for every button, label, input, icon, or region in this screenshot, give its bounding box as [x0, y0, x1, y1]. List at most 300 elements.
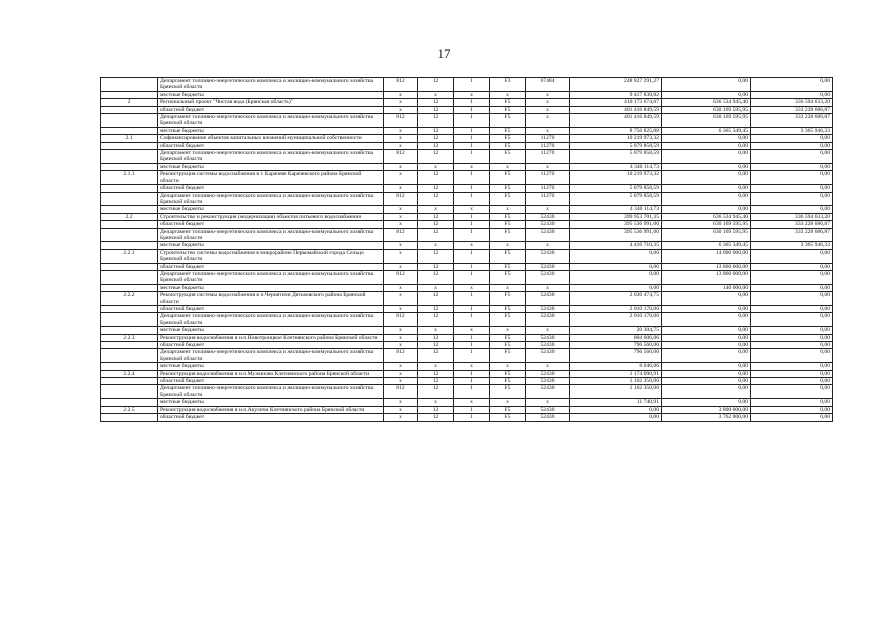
subsection-code-cell: 1 [454, 342, 490, 349]
row-number-cell: 2.2.4 [101, 370, 158, 377]
grbs-code-cell: x [384, 306, 418, 313]
table-row [101, 249, 833, 263]
section-code-cell: x [418, 163, 454, 170]
subsection-code-cell: 1 [454, 127, 490, 134]
subsection-code-cell: 1 [454, 370, 490, 377]
grbs-code-cell: x [384, 327, 418, 334]
section-code-cell: 12 [418, 142, 454, 149]
grbs-code-cell: x [384, 292, 418, 306]
amount-year2-cell: 140 000,00 [662, 284, 751, 291]
amount-year3-cell: 0,00 [751, 91, 833, 98]
row-number-cell [101, 306, 158, 313]
item-name-cell: Департамент топливно-энергетического комплекса и жилищно-коммунального хозяйства Брянской области [158, 270, 384, 284]
expense-code-cell: 52430 [526, 292, 570, 306]
project-code-cell: F3 [490, 78, 526, 92]
row-number-cell [101, 284, 158, 291]
amount-year1-cell: 20 304,75 [570, 327, 662, 334]
grbs-code-cell: x [384, 213, 418, 220]
section-code-cell: 12 [418, 78, 454, 92]
expense-code-cell: 52430 [526, 385, 570, 399]
item-name-cell: Софинансирование объектов капитальных вложений муниципальной собственности [158, 135, 384, 142]
amount-year1-cell: 8 046,06 [570, 363, 662, 370]
table-row [101, 91, 833, 98]
amount-year3-cell: 0,00 [751, 334, 833, 341]
amount-year3-cell: 0,00 [751, 342, 833, 349]
expense-code-cell: 52430 [526, 378, 570, 385]
expense-code-cell: 52430 [526, 263, 570, 270]
grbs-code-cell: x [384, 206, 418, 213]
amount-year3-cell: 0,00 [751, 263, 833, 270]
subsection-code-cell: 1 [454, 334, 490, 341]
row-number-cell [101, 142, 158, 149]
amount-year1-cell: 4 416 710,35 [570, 242, 662, 249]
amount-year3-cell: 3 365 946,33 [751, 242, 833, 249]
subsection-code-cell: 1 [454, 313, 490, 327]
section-code-cell: x [418, 284, 454, 291]
grbs-code-cell: x [384, 414, 418, 421]
grbs-code-cell: 812 [384, 114, 418, 128]
amount-year2-cell: 0,00 [662, 78, 751, 92]
amount-year1-cell: 4 340 114,73 [570, 163, 662, 170]
expense-code-cell: 11270 [526, 150, 570, 164]
item-name-cell: местные бюджеты [158, 327, 384, 334]
section-code-cell: 12 [418, 370, 454, 377]
amount-year3-cell: 0,00 [751, 292, 833, 306]
grbs-code-cell: x [384, 249, 418, 263]
table-row [101, 163, 833, 170]
project-code-cell: F5 [490, 334, 526, 341]
section-code-cell: 12 [418, 127, 454, 134]
section-code-cell: x [418, 363, 454, 370]
table-row [101, 349, 833, 363]
amount-year1-cell: 5 879 858,59 [570, 185, 662, 192]
amount-year1-cell: 4 340 114,73 [570, 206, 662, 213]
grbs-code-cell: 812 [384, 349, 418, 363]
subsection-code-cell: 1 [454, 171, 490, 185]
amount-year3-cell: 0,00 [751, 414, 833, 421]
subsection-code-cell: 1 [454, 78, 490, 92]
grbs-code-cell: x [384, 370, 418, 377]
section-code-cell: 12 [418, 221, 454, 228]
table-row [101, 206, 833, 213]
section-code-cell: 12 [418, 213, 454, 220]
section-code-cell: 12 [418, 292, 454, 306]
expense-code-cell: x [526, 106, 570, 113]
item-name-cell: областной бюджет [158, 106, 384, 113]
amount-year1-cell: 8 756 825,08 [570, 127, 662, 134]
amount-year1-cell: 0,00 [570, 406, 662, 413]
amount-year3-cell: 0,00 [751, 306, 833, 313]
table-body [101, 78, 833, 422]
item-name-cell: Департамент топливно-энергетического комплекса и жилищно-коммунального хозяйства Брянской области [158, 192, 384, 206]
amount-year3-cell: 336 594 633,20 [751, 99, 833, 106]
amount-year1-cell: 395 536 991,00 [570, 221, 662, 228]
project-code-cell: x [490, 91, 526, 98]
project-code-cell: F5 [490, 342, 526, 349]
row-number-cell [101, 106, 158, 113]
section-code-cell: 12 [418, 150, 454, 164]
amount-year2-cell: 0,00 [662, 292, 751, 306]
project-code-cell: x [490, 399, 526, 406]
subsection-code-cell: 1 [454, 135, 490, 142]
grbs-code-cell: x [384, 171, 418, 185]
amount-year3-cell: 0,00 [751, 363, 833, 370]
expense-code-cell: 67484 [526, 78, 570, 92]
amount-year1-cell: 10 219 973,32 [570, 171, 662, 185]
amount-year3-cell: 0,00 [751, 270, 833, 284]
item-name-cell: Департамент топливно-энергетического комплекса и жилищно-коммунального хозяйства Брянской области [158, 349, 384, 363]
amount-year2-cell: 0,00 [662, 399, 751, 406]
row-number-cell [101, 342, 158, 349]
row-number-cell [101, 221, 158, 228]
expense-code-cell: x [526, 114, 570, 128]
subsection-code-cell: x [454, 206, 490, 213]
table-row [101, 306, 833, 313]
table-row [101, 292, 833, 306]
row-number-cell [101, 414, 158, 421]
amount-year3-cell: 0,00 [751, 370, 833, 377]
amount-year1-cell: 796 560,00 [570, 342, 662, 349]
row-number-cell: 2.2 [101, 213, 158, 220]
item-name-cell: Реконструкция системы водоснабжения в п.Чернятичи Дятьковского района Брянской области [158, 292, 384, 306]
project-code-cell: F5 [490, 221, 526, 228]
item-name-cell: Департамент топливно-энергетического комплекса и жилищно-коммунального хозяйства Брянской области [158, 78, 384, 92]
amount-year3-cell: 0,00 [751, 78, 833, 92]
amount-year3-cell: 0,00 [751, 313, 833, 327]
subsection-code-cell: 1 [454, 349, 490, 363]
item-name-cell: областной бюджет [158, 378, 384, 385]
amount-year2-cell: 0,00 [662, 91, 751, 98]
amount-year1-cell: 1 162 350,00 [570, 378, 662, 385]
item-name-cell: областной бюджет [158, 342, 384, 349]
section-code-cell: x [418, 242, 454, 249]
subsection-code-cell: 1 [454, 378, 490, 385]
amount-year2-cell: 0,00 [662, 135, 751, 142]
project-code-cell: x [490, 163, 526, 170]
subsection-code-cell: x [454, 284, 490, 291]
row-number-cell [101, 163, 158, 170]
amount-year3-cell: 0,00 [751, 349, 833, 363]
row-number-cell [101, 127, 158, 134]
item-name-cell: Департамент топливно-энергетического комплекса и жилищно-коммунального хозяйства Брянской области [158, 313, 384, 327]
table-row [101, 228, 833, 242]
expense-code-cell: x [526, 399, 570, 406]
item-name-cell: областной бюджет [158, 306, 384, 313]
item-name-cell: Департамент топливно-энергетического комплекса и жилищно-коммунального хозяйства Брянской области [158, 150, 384, 164]
expense-code-cell: x [526, 91, 570, 98]
expense-code-cell: x [526, 163, 570, 170]
project-code-cell: F5 [490, 385, 526, 399]
row-number-cell [101, 378, 158, 385]
grbs-code-cell: x [384, 399, 418, 406]
row-number-cell [101, 313, 158, 327]
expense-code-cell: 52430 [526, 270, 570, 284]
table-row [101, 363, 833, 370]
subsection-code-cell: 1 [454, 270, 490, 284]
project-code-cell: F5 [490, 263, 526, 270]
grbs-code-cell: 812 [384, 313, 418, 327]
amount-year3-cell: 0,00 [751, 399, 833, 406]
row-number-cell [101, 349, 158, 363]
amount-year2-cell: 0,00 [662, 306, 751, 313]
row-number-cell: 2.2.1 [101, 249, 158, 263]
row-number-cell [101, 150, 158, 164]
amount-year2-cell: 0,00 [662, 206, 751, 213]
amount-year1-cell: 401 416 849,59 [570, 114, 662, 128]
project-code-cell: F5 [490, 228, 526, 242]
table-row [101, 185, 833, 192]
table-row [101, 370, 833, 377]
amount-year2-cell: 6 365 349,45 [662, 127, 751, 134]
item-name-cell: областной бюджет [158, 185, 384, 192]
expense-code-cell: 52430 [526, 406, 570, 413]
expense-code-cell: x [526, 363, 570, 370]
amount-year1-cell: 248 827 291,27 [570, 78, 662, 92]
project-code-cell: x [490, 284, 526, 291]
section-code-cell: 12 [418, 263, 454, 270]
amount-year2-cell: 0,00 [662, 142, 751, 149]
row-number-cell: 2.2.5 [101, 406, 158, 413]
amount-year1-cell: 0,00 [570, 284, 662, 291]
amount-year2-cell: 0,00 [662, 363, 751, 370]
amount-year3-cell: 0,00 [751, 185, 833, 192]
amount-year2-cell: 13 860 000,00 [662, 263, 751, 270]
table-row [101, 270, 833, 284]
expense-code-cell: 52430 [526, 213, 570, 220]
amount-year1-cell: 0,00 [570, 263, 662, 270]
row-number-cell [101, 242, 158, 249]
amount-year1-cell: 796 560,00 [570, 349, 662, 363]
item-name-cell: Департамент топливно-энергетического комплекса и жилищно-коммунального хозяйства Брянской области [158, 228, 384, 242]
item-name-cell: Строительство системы водоснабжения в микрорайоне Первомайский города Сельцо Брянской области [158, 249, 384, 263]
amount-year1-cell: 9 417 830,82 [570, 91, 662, 98]
project-code-cell: x [490, 206, 526, 213]
table-row [101, 242, 833, 249]
item-name-cell: Реконструкция системы водоснабжения в г. Карачеве Карачевского района Брянской области [158, 171, 384, 185]
amount-year2-cell: 630 169 595,95 [662, 228, 751, 242]
item-name-cell: местные бюджеты [158, 163, 384, 170]
amount-year2-cell: 630 169 595,95 [662, 106, 751, 113]
amount-year1-cell: 5 879 858,59 [570, 150, 662, 164]
row-number-cell [101, 270, 158, 284]
grbs-code-cell: 812 [384, 385, 418, 399]
project-code-cell: F5 [490, 114, 526, 128]
section-code-cell: 12 [418, 135, 454, 142]
section-code-cell: 12 [418, 270, 454, 284]
expense-code-cell: 52430 [526, 249, 570, 263]
item-name-cell: Региональный проект "Чистая вода (Брянская область)" [158, 99, 384, 106]
amount-year2-cell: 0,00 [662, 385, 751, 399]
expense-code-cell: 11270 [526, 171, 570, 185]
row-number-cell [101, 327, 158, 334]
project-code-cell: F5 [490, 213, 526, 220]
section-code-cell: 12 [418, 228, 454, 242]
subsection-code-cell: 1 [454, 106, 490, 113]
project-code-cell: F5 [490, 378, 526, 385]
item-name-cell: Реконструкция водоснабжения в н.п.Мужиново Клетнянского района Брянской области [158, 370, 384, 377]
subsection-code-cell: 1 [454, 221, 490, 228]
row-number-cell [101, 399, 158, 406]
amount-year2-cell: 3 800 000,00 [662, 406, 751, 413]
amount-year3-cell: 0,00 [751, 406, 833, 413]
section-code-cell: 12 [418, 342, 454, 349]
subsection-code-cell: 1 [454, 385, 490, 399]
amount-year1-cell: 11 740,91 [570, 399, 662, 406]
item-name-cell: местные бюджеты [158, 242, 384, 249]
row-number-cell [101, 192, 158, 206]
expense-code-cell: 52430 [526, 221, 570, 228]
grbs-code-cell: 812 [384, 150, 418, 164]
amount-year2-cell: 0,00 [662, 163, 751, 170]
subsection-code-cell: x [454, 242, 490, 249]
amount-year3-cell: 333 228 686,87 [751, 114, 833, 128]
amount-year1-cell: 2 030 474,75 [570, 292, 662, 306]
section-code-cell: 12 [418, 114, 454, 128]
table-row [101, 313, 833, 327]
subsection-code-cell: 1 [454, 192, 490, 206]
table-row [101, 327, 833, 334]
item-name-cell: Департамент топливно-энергетического комплекса и жилищно-коммунального хозяйства Брянской области [158, 385, 384, 399]
amount-year3-cell: 0,00 [751, 142, 833, 149]
page-number: 17 [437, 46, 451, 61]
item-name-cell: областной бюджет [158, 263, 384, 270]
table-row [101, 221, 833, 228]
amount-year1-cell: 401 416 849,59 [570, 106, 662, 113]
subsection-code-cell: x [454, 363, 490, 370]
project-code-cell: F5 [490, 349, 526, 363]
row-number-cell [101, 363, 158, 370]
grbs-code-cell: x [384, 106, 418, 113]
section-code-cell: 12 [418, 378, 454, 385]
amount-year2-cell: 0,00 [662, 342, 751, 349]
amount-year3-cell: 0,00 [751, 385, 833, 399]
project-code-cell: F5 [490, 270, 526, 284]
amount-year2-cell: 630 169 595,95 [662, 221, 751, 228]
table-row [101, 135, 833, 142]
subsection-code-cell: 1 [454, 414, 490, 421]
project-code-cell: F5 [490, 192, 526, 206]
row-number-cell [101, 228, 158, 242]
section-code-cell: 12 [418, 106, 454, 113]
grbs-code-cell: x [384, 378, 418, 385]
section-code-cell: 12 [418, 349, 454, 363]
item-name-cell: Строительство и реконструкция (модернизация) объектов питьевого водоснабжения [158, 213, 384, 220]
amount-year2-cell: 630 169 595,95 [662, 114, 751, 128]
amount-year1-cell: 5 879 858,59 [570, 192, 662, 206]
amount-year3-cell: 333 228 686,87 [751, 228, 833, 242]
amount-year1-cell: 0,00 [570, 414, 662, 421]
amount-year3-cell: 0,00 [751, 284, 833, 291]
grbs-code-cell: x [384, 221, 418, 228]
item-name-cell: Реконструкция водоснабжения в н.п.Акуличи Клетнянского района Брянской области [158, 406, 384, 413]
project-code-cell: F5 [490, 414, 526, 421]
table-row [101, 171, 833, 185]
project-code-cell: F5 [490, 306, 526, 313]
section-code-cell: 12 [418, 313, 454, 327]
budget-table [100, 77, 833, 422]
row-number-cell [101, 185, 158, 192]
table-row [101, 192, 833, 206]
item-name-cell: местные бюджеты [158, 284, 384, 291]
expense-code-cell: x [526, 99, 570, 106]
grbs-code-cell: x [384, 91, 418, 98]
row-number-cell [101, 263, 158, 270]
amount-year3-cell: 0,00 [751, 206, 833, 213]
expense-code-cell: x [526, 242, 570, 249]
amount-year2-cell: 636 534 945,40 [662, 213, 751, 220]
table-row [101, 99, 833, 106]
grbs-code-cell: x [384, 127, 418, 134]
item-name-cell: областной бюджет [158, 414, 384, 421]
table-row [101, 399, 833, 406]
table-row [101, 334, 833, 341]
section-code-cell: 12 [418, 99, 454, 106]
project-code-cell: x [490, 363, 526, 370]
amount-year2-cell: 0,00 [662, 378, 751, 385]
amount-year3-cell: 0,00 [751, 135, 833, 142]
amount-year1-cell: 399 953 701,35 [570, 213, 662, 220]
row-number-cell: 2 [101, 99, 158, 106]
row-number-cell [101, 91, 158, 98]
grbs-code-cell: x [384, 99, 418, 106]
item-name-cell: областной бюджет [158, 142, 384, 149]
project-code-cell: F5 [490, 127, 526, 134]
amount-year2-cell: 0,00 [662, 171, 751, 185]
subsection-code-cell: x [454, 327, 490, 334]
row-number-cell: 2.2.2 [101, 292, 158, 306]
section-code-cell: 12 [418, 385, 454, 399]
subsection-code-cell: 1 [454, 228, 490, 242]
amount-year2-cell: 14 000 000,00 [662, 249, 751, 263]
expense-code-cell: 52430 [526, 313, 570, 327]
amount-year2-cell: 3 762 000,00 [662, 414, 751, 421]
table-row [101, 213, 833, 220]
grbs-code-cell: x [384, 342, 418, 349]
section-code-cell: 12 [418, 414, 454, 421]
amount-year2-cell: 0,00 [662, 150, 751, 164]
section-code-cell: x [418, 327, 454, 334]
expense-code-cell: 52430 [526, 334, 570, 341]
table-row [101, 127, 833, 134]
table-row [101, 150, 833, 164]
amount-year3-cell: 336 594 633,20 [751, 213, 833, 220]
subsection-code-cell: x [454, 91, 490, 98]
item-name-cell: Реконструкция водоснабжения в н.п.Новотроицкое Клетнянского района Брянской области [158, 334, 384, 341]
grbs-code-cell: x [384, 263, 418, 270]
row-number-cell: 2.1.1 [101, 171, 158, 185]
expense-code-cell: 52430 [526, 414, 570, 421]
project-code-cell: F5 [490, 99, 526, 106]
amount-year1-cell: 0,00 [570, 270, 662, 284]
project-code-cell: F5 [490, 406, 526, 413]
amount-year2-cell: 0,00 [662, 349, 751, 363]
row-number-cell: 2.2.3 [101, 334, 158, 341]
amount-year1-cell: 804 606,06 [570, 334, 662, 341]
subsection-code-cell: 1 [454, 292, 490, 306]
subsection-code-cell: 1 [454, 114, 490, 128]
table-row [101, 114, 833, 128]
grbs-code-cell: 812 [384, 270, 418, 284]
amount-year3-cell: 0,00 [751, 163, 833, 170]
item-name-cell: местные бюджеты [158, 206, 384, 213]
amount-year2-cell: 636 534 945,40 [662, 99, 751, 106]
subsection-code-cell: 1 [454, 249, 490, 263]
section-code-cell: x [418, 399, 454, 406]
amount-year3-cell: 3 365 946,33 [751, 127, 833, 134]
project-code-cell: F5 [490, 370, 526, 377]
project-code-cell: x [490, 242, 526, 249]
expense-code-cell: x [526, 127, 570, 134]
